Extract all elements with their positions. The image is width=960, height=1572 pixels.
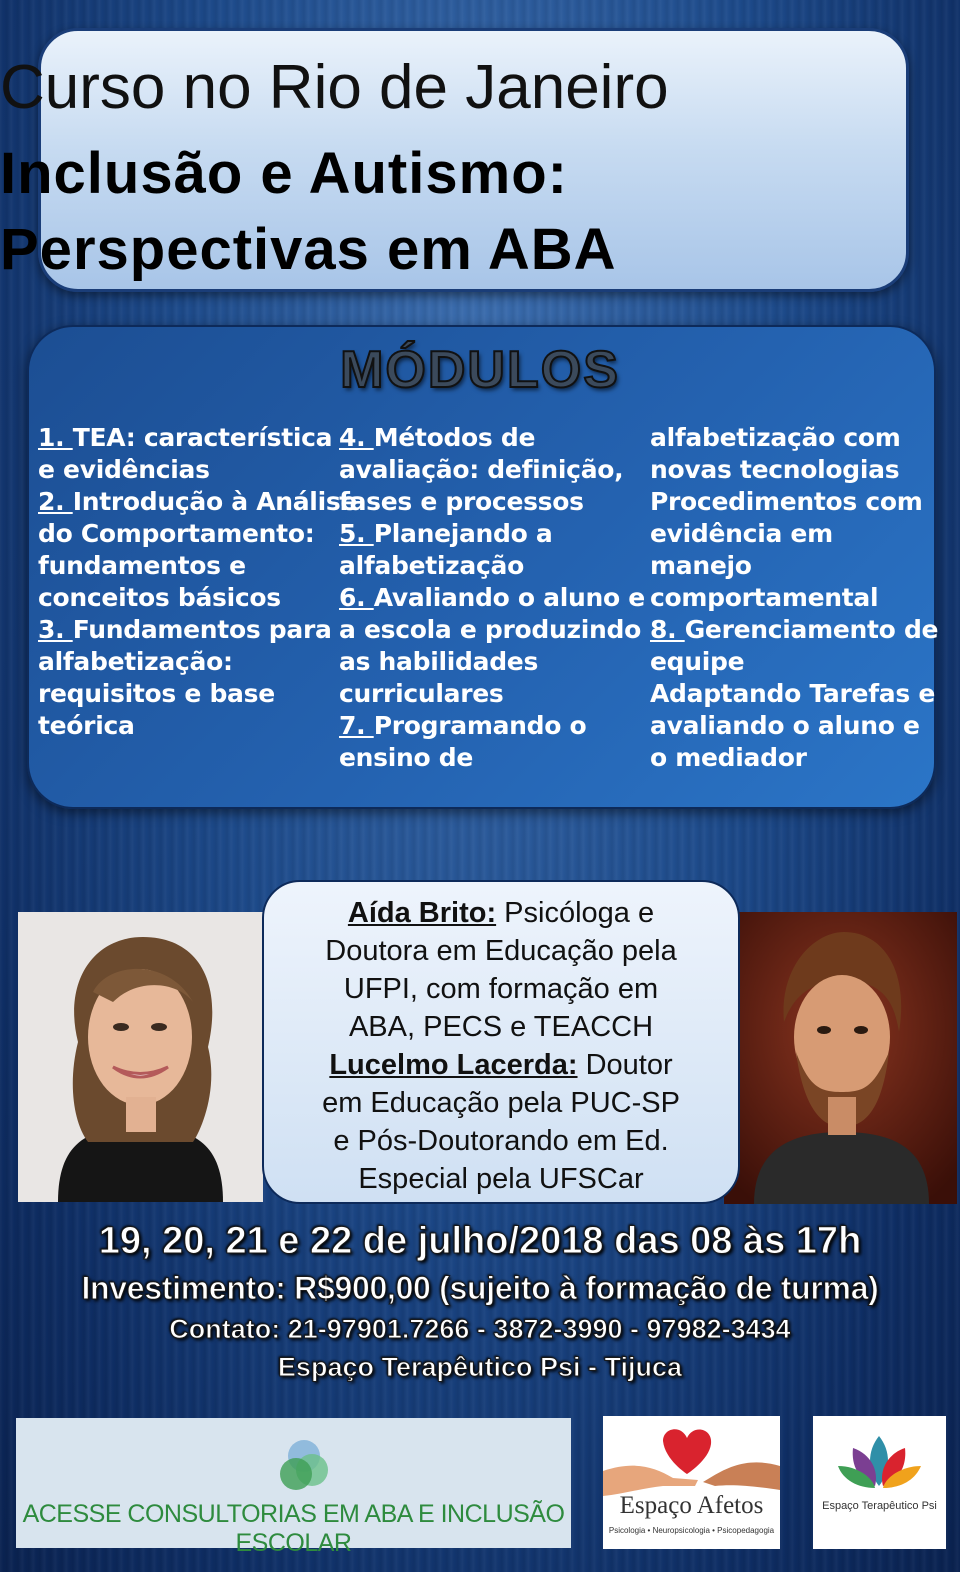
module-line — [650, 422, 938, 454]
module-line — [38, 614, 357, 646]
module-text: requisitos e base — [38, 679, 275, 708]
speaker-bio-text: e Pós-Doutorando em Ed. — [333, 1125, 669, 1157]
course-venue: Espaço Terapêutico Psi - Tijuca — [277, 1352, 683, 1382]
speaker-bio-text: UFPI, com formação em — [343, 973, 659, 1005]
module-line — [339, 454, 645, 486]
module-line — [650, 742, 938, 774]
module-line — [38, 454, 357, 486]
module-text: fundamentos e — [38, 551, 246, 580]
module-number: 5. — [339, 519, 374, 548]
espaco-afetos-subtitle: Psicologia • Neuropsicologia • Psicopedagogia — [608, 1526, 775, 1535]
module-line — [38, 422, 357, 454]
speaker-bio-text: Doutora em Educação pela — [325, 935, 677, 967]
module-text: Adaptando Tarefas e — [650, 679, 935, 708]
module-text: Introdução à Análise — [72, 487, 358, 516]
module-line — [339, 614, 645, 646]
course-title-line2: Perspectivas em ABA — [0, 217, 617, 282]
module-text: Gerenciamento de — [684, 615, 939, 644]
module-text: evidência em — [650, 519, 833, 548]
module-text: alfabetização: — [38, 647, 233, 676]
speaker-photo-lucelmo — [724, 912, 957, 1204]
module-number: 2. — [38, 487, 73, 516]
module-number: 3. — [38, 615, 73, 644]
module-number: 4. — [339, 423, 374, 452]
module-line — [38, 486, 357, 518]
espaco-psi-name: Espaço Terapêutico Psi — [822, 1500, 937, 1512]
module-text: a escola e produzindo — [339, 615, 641, 644]
module-line — [650, 518, 938, 550]
speaker-name-lucelmo: Lucelmo Lacerda: — [329, 1049, 578, 1081]
module-text: conceitos básicos — [38, 583, 281, 612]
modules-heading: MÓDULOS — [340, 341, 620, 399]
module-text: Fundamentos para — [72, 615, 332, 644]
module-number: 8. — [650, 615, 685, 644]
module-line — [650, 550, 938, 582]
module-line — [339, 582, 645, 614]
espaco-afetos-logo — [603, 1416, 780, 1549]
modules-column-2 — [339, 422, 645, 774]
course-price: Investimento: R$900,00 (sujeito à formação de turma) — [81, 1270, 879, 1306]
speaker-bio-text: ABA, PECS e TEACCH — [348, 1011, 654, 1043]
speaker-bio-text: em Educação pela PUC-SP — [322, 1087, 680, 1119]
course-location-title: Curso no Rio de Janeiro — [0, 53, 669, 122]
course-contact: Contato: 21-97901.7266 - 3872-3990 - 97982-3434 — [169, 1314, 791, 1344]
module-number: 1. — [38, 423, 73, 452]
module-text: avaliando o aluno e — [650, 711, 920, 740]
module-line — [38, 678, 357, 710]
module-line — [339, 646, 645, 678]
module-text: novas tecnologias — [650, 455, 900, 484]
speaker-bio-text: Especial pela UFSCar — [358, 1163, 644, 1195]
module-text: avaliação: definição, — [339, 455, 624, 484]
speakers-bio-box — [262, 880, 740, 1204]
module-line — [339, 710, 645, 742]
module-line — [650, 678, 938, 710]
module-number: 6. — [339, 583, 374, 612]
module-text: alfabetização com — [650, 423, 901, 452]
module-line — [38, 550, 357, 582]
module-text: TEA: característica — [72, 423, 333, 452]
module-text: comportamental — [650, 583, 879, 612]
espaco-afetos-name: Espaço Afetos — [619, 1492, 764, 1519]
espaco-psi-logo — [813, 1416, 946, 1549]
module-text: curriculares — [339, 679, 504, 708]
module-text: e evidências — [38, 455, 210, 484]
module-text: fases e processos — [339, 487, 584, 516]
module-text: ensino de — [339, 743, 474, 772]
module-line — [38, 582, 357, 614]
speaker-bio-text: Psicóloga e — [496, 897, 655, 929]
acesse-logo — [16, 1418, 571, 1557]
acesse-logo-text: ACESSE CONSULTORIAS EM ABA E INCLUSÃO ESCOLAR — [22, 1500, 565, 1557]
module-line — [650, 486, 938, 518]
module-number: 7. — [339, 711, 374, 740]
module-text: o mediador — [650, 743, 807, 772]
module-line — [339, 422, 645, 454]
module-line — [38, 518, 357, 550]
module-line — [339, 518, 645, 550]
module-text: Programando o — [373, 711, 587, 740]
module-text: equipe — [650, 647, 745, 676]
module-line — [339, 742, 645, 774]
course-dates: 19, 20, 21 e 22 de julho/2018 das 08 às 17h — [98, 1220, 862, 1262]
module-text: Métodos de — [373, 423, 536, 452]
module-line — [339, 486, 645, 518]
speaker-bio-text: Doutor — [577, 1049, 673, 1081]
module-text: manejo — [650, 551, 752, 580]
module-text: alfabetização — [339, 551, 524, 580]
module-text: do Comportamento: — [38, 519, 315, 548]
module-line — [339, 678, 645, 710]
module-line — [650, 614, 938, 646]
module-text: as habilidades — [339, 647, 539, 676]
module-text: teórica — [38, 711, 135, 740]
module-line — [38, 710, 357, 742]
speaker-photo-aida — [18, 912, 263, 1202]
course-title-line1: Inclusão e Autismo: — [0, 141, 568, 206]
speaker-name-aida: Aída Brito: — [347, 897, 497, 929]
module-line — [38, 646, 357, 678]
module-text: Procedimentos com — [650, 487, 923, 516]
lotus-icon — [813, 1416, 946, 1506]
modules-column-3 — [650, 422, 938, 774]
modules-column-1 — [38, 422, 357, 742]
module-line — [650, 710, 938, 742]
module-line — [650, 646, 938, 678]
hands-heart-icon — [603, 1416, 780, 1496]
module-line — [650, 454, 938, 486]
module-line — [650, 582, 938, 614]
module-line — [339, 550, 645, 582]
module-text: Avaliando o aluno e — [373, 583, 645, 612]
module-text: Planejando a — [373, 519, 553, 548]
